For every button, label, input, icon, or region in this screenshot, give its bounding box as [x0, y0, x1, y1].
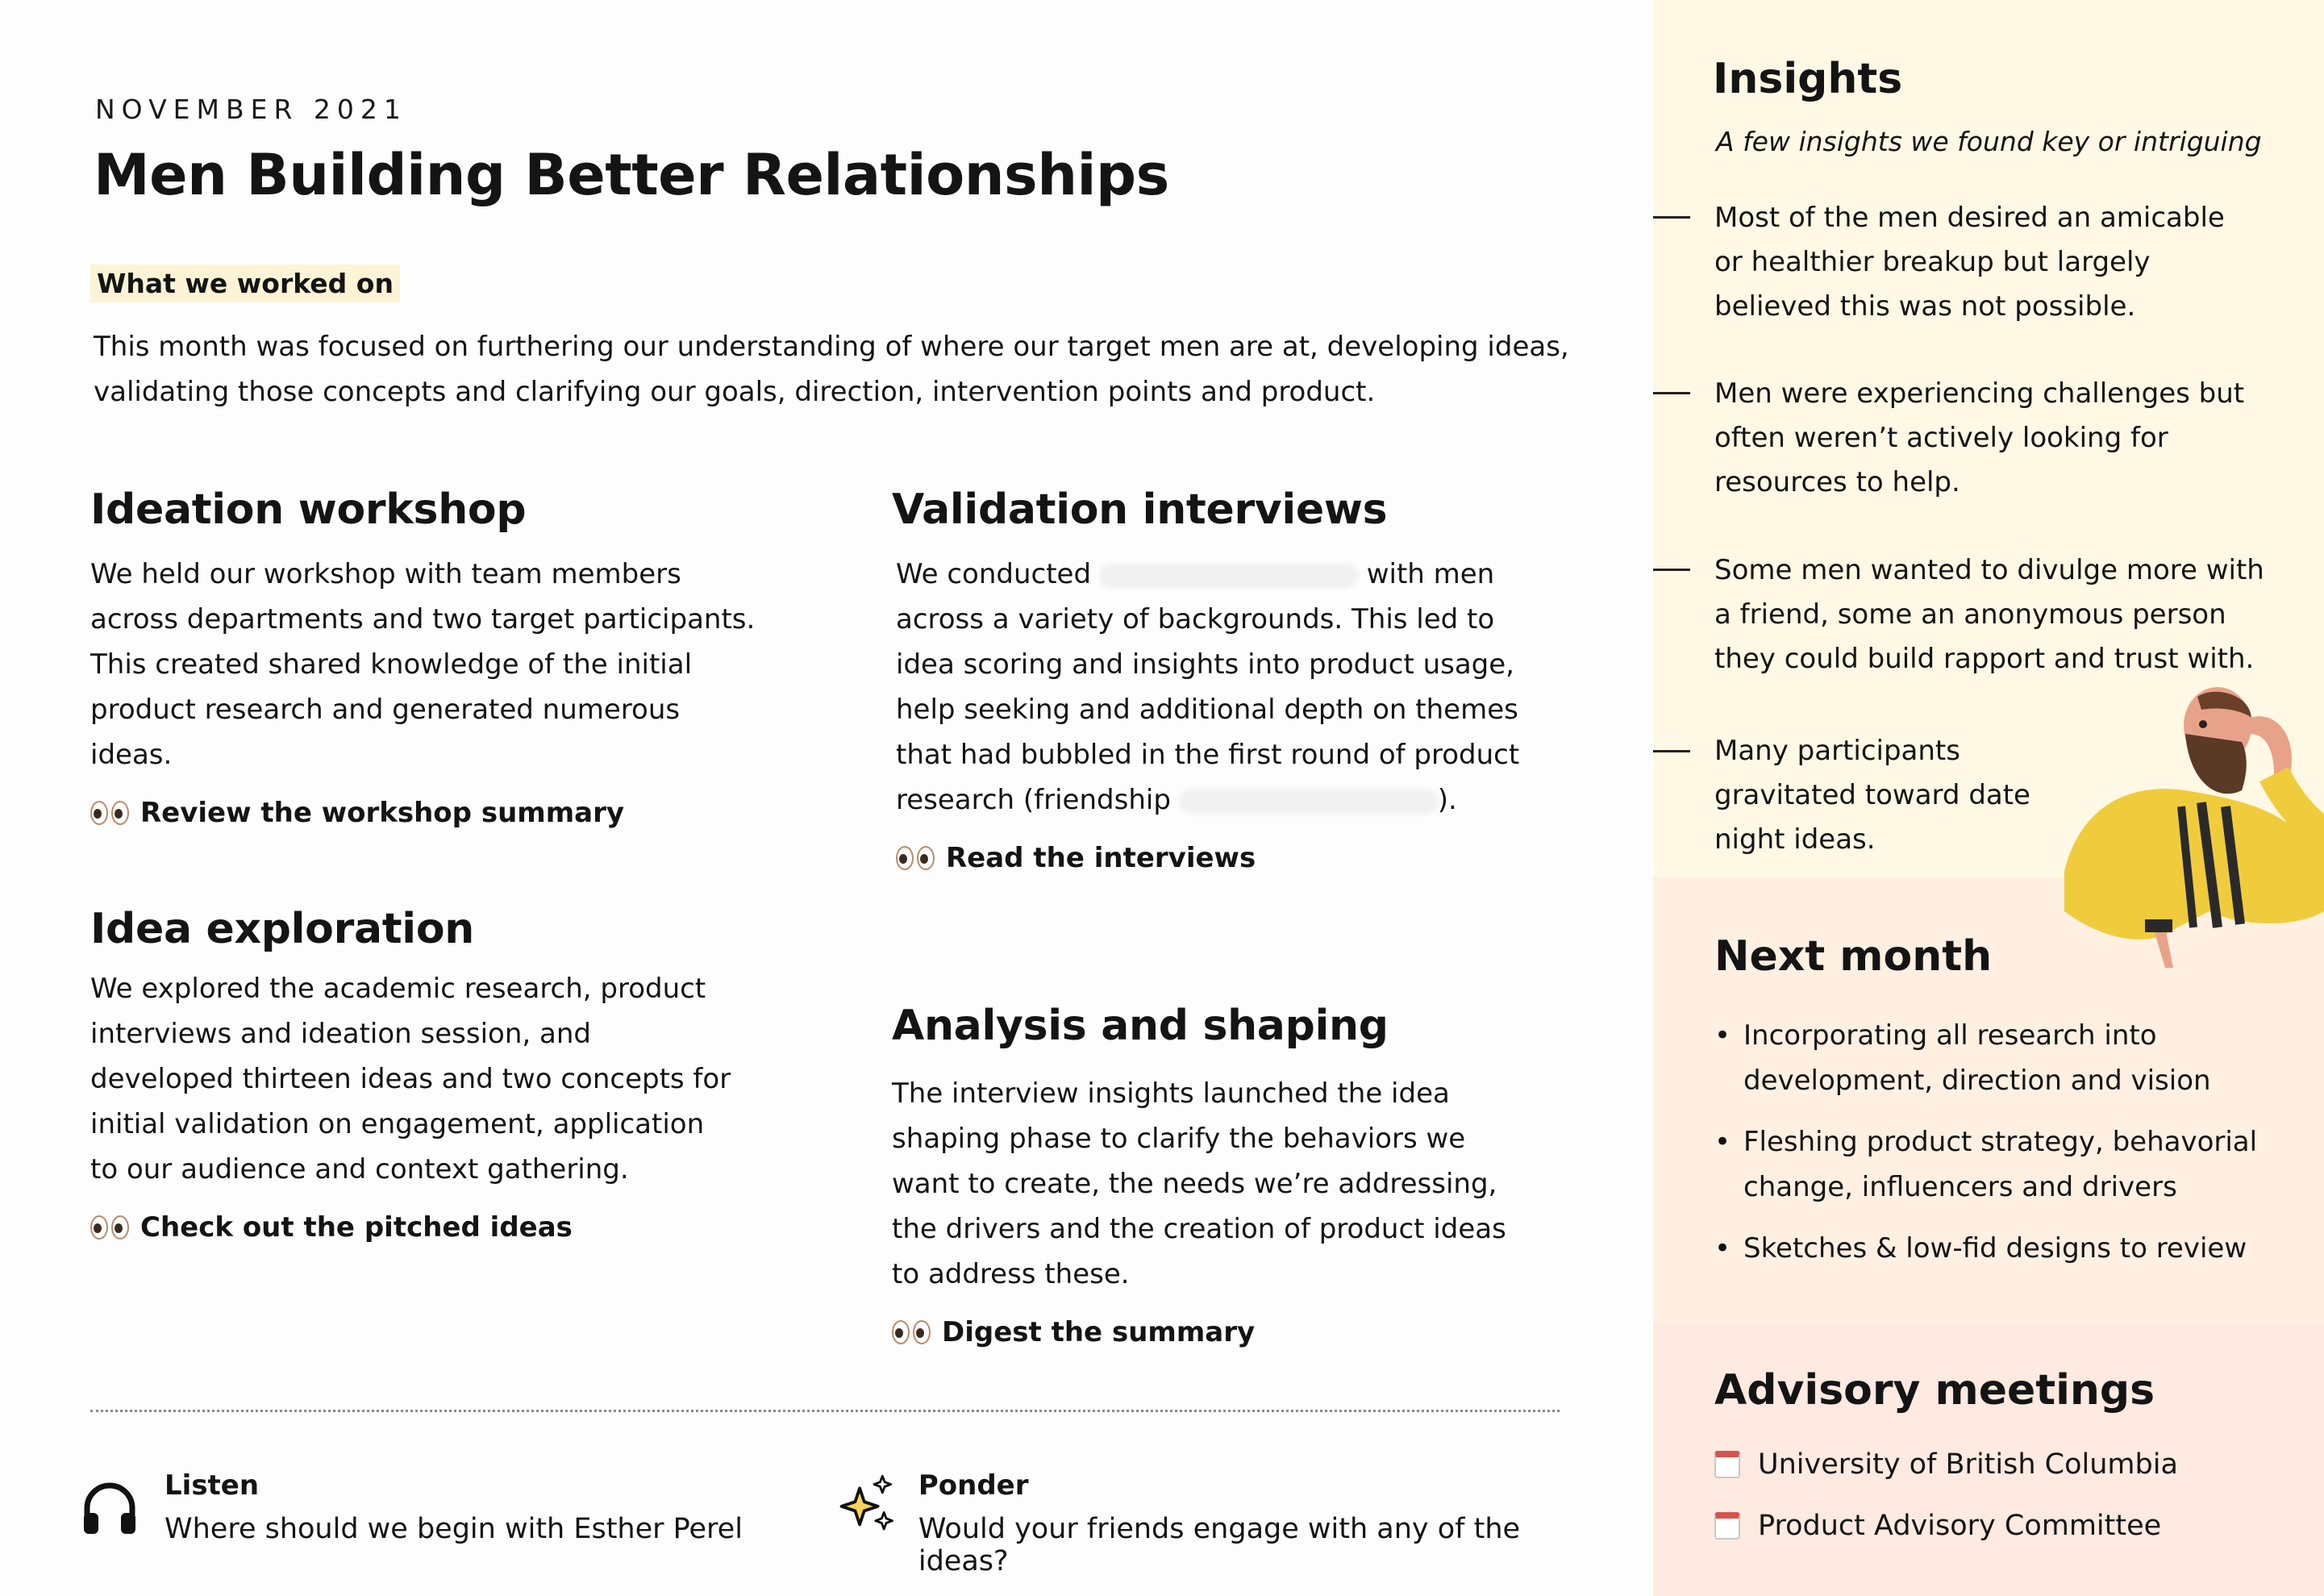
advisory-item: [1714, 1510, 2161, 1542]
workshop-summary-link[interactable]: [90, 797, 760, 829]
link-label: Digest the summary: [942, 1316, 1256, 1348]
headphones-icon: [79, 1477, 140, 1539]
ponder-title: Ponder: [918, 1469, 1029, 1502]
eyes-icon: [90, 1215, 129, 1240]
advisory-item-label: Product Advisory Committee: [1758, 1510, 2162, 1542]
advisory-heading: Advisory meetings: [1714, 1366, 2155, 1415]
advisory-item-label: University of British Columbia: [1758, 1448, 2178, 1481]
sparkles-icon: [835, 1469, 901, 1539]
page-title: Men Building Better Relationships: [94, 142, 1169, 208]
pitched-ideas-link[interactable]: [90, 1211, 735, 1244]
insight-dash: [1653, 569, 1690, 571]
redacted-text: [1180, 790, 1438, 814]
body-part-b: with men across a variety of backgrounds. This led to idea scoring and insights into product usage, help seeking and additional depth on themes that had bubbled in the first round of product research (friendship: [896, 558, 1520, 816]
eyes-icon: [896, 846, 935, 870]
section-body: We held our workshop with team members across departments and two target participants. This created shared knowledge of the initial product research and generated numerous ideas.: [90, 558, 756, 771]
link-label: Review the workshop summary: [140, 797, 625, 829]
section-heading: Ideation workshop: [90, 485, 527, 534]
divider: [90, 1410, 1560, 1412]
report-date: NOVEMBER 2021: [95, 94, 407, 125]
insight-dash: [1653, 750, 1690, 752]
advisory-header: [1714, 1366, 2155, 1415]
thinking-man-illustration: [2032, 685, 2324, 992]
next-month-item: • Incorporating all research into development, direction and vision: [1714, 1013, 2230, 1103]
insight-item: Most of the men desired an amicable or healthier breakup but largely believed this was not possible.: [1714, 202, 2225, 323]
insights-subtitle: A few insights we found key or intriguing: [1716, 126, 2262, 157]
eyes-icon: [90, 801, 129, 825]
calendar-icon: [1714, 1451, 1740, 1478]
body-part-c: ).: [1437, 784, 1457, 816]
advisory-item: [1714, 1448, 2178, 1481]
footer-listen[interactable]: [79, 1469, 789, 1545]
link-label: Check out the pitched ideas: [140, 1211, 573, 1244]
interviews-link[interactable]: [892, 842, 1537, 874]
next-month-item: • Sketches & low-fid designs to review: [1714, 1226, 2279, 1271]
next-month-heading: Next month: [1714, 932, 1993, 981]
insight-dash: [1653, 392, 1690, 394]
listen-title: Listen: [165, 1469, 260, 1502]
footer-ponder[interactable]: [835, 1469, 1577, 1577]
insights-header: [1713, 55, 2262, 157]
intro-paragraph: This month was focused on furthering our understanding of where our target men are at, developing ideas, validating those concepts and clarifying our goals, direction, intervention points and product.: [94, 331, 1569, 408]
insight-item: Some men wanted to divulge more with a friend, some an anonymous person they could build rapport and trust with.: [1714, 554, 2264, 675]
listen-text: Where should we begin with Esther Perel: [165, 1513, 743, 1545]
section-exploration: [90, 905, 735, 1244]
ponder-text: Would your friends engage with any of the ideas?: [918, 1513, 1521, 1577]
link-label: Read the interviews: [946, 842, 1256, 874]
body-part-a: We conducted: [896, 558, 1092, 590]
worked-on-label: What we worked on: [90, 265, 400, 302]
section-analysis: [892, 1002, 1537, 1348]
section-ideation: [90, 485, 760, 829]
section-heading: Validation interviews: [892, 485, 1388, 534]
next-month-header: [1714, 932, 1992, 981]
next-month-item: • Fleshing product strategy, behavorial change, influencers and drivers: [1714, 1119, 2263, 1210]
section-heading: Analysis and shaping: [892, 1002, 1389, 1050]
digest-summary-link[interactable]: [892, 1316, 1537, 1348]
eyes-icon: [892, 1320, 931, 1344]
calendar-icon: [1714, 1512, 1740, 1540]
section-validation: [892, 485, 1537, 874]
section-heading: Idea exploration: [90, 905, 474, 953]
insight-item: Men were experiencing challenges but often weren’t actively looking for resources to help.: [1714, 377, 2245, 498]
insight-item: Many participants gravitated toward date night ideas.: [1714, 735, 2030, 856]
redacted-text: [1100, 564, 1358, 588]
insights-heading: Insights: [1713, 55, 1903, 103]
section-body: [892, 552, 1537, 823]
section-body: We explored the academic research, product interviews and ideation session, and developed thirteen ideas and two concepts for initial validation on engagement, application to our audience and context gathering.: [90, 973, 731, 1186]
section-body: The interview insights launched the idea shaping phase to clarify the behaviors we want to create, the needs we’re addressing, the drivers and the creation of product ideas to address these.: [892, 1077, 1506, 1290]
insight-dash: [1653, 216, 1690, 219]
